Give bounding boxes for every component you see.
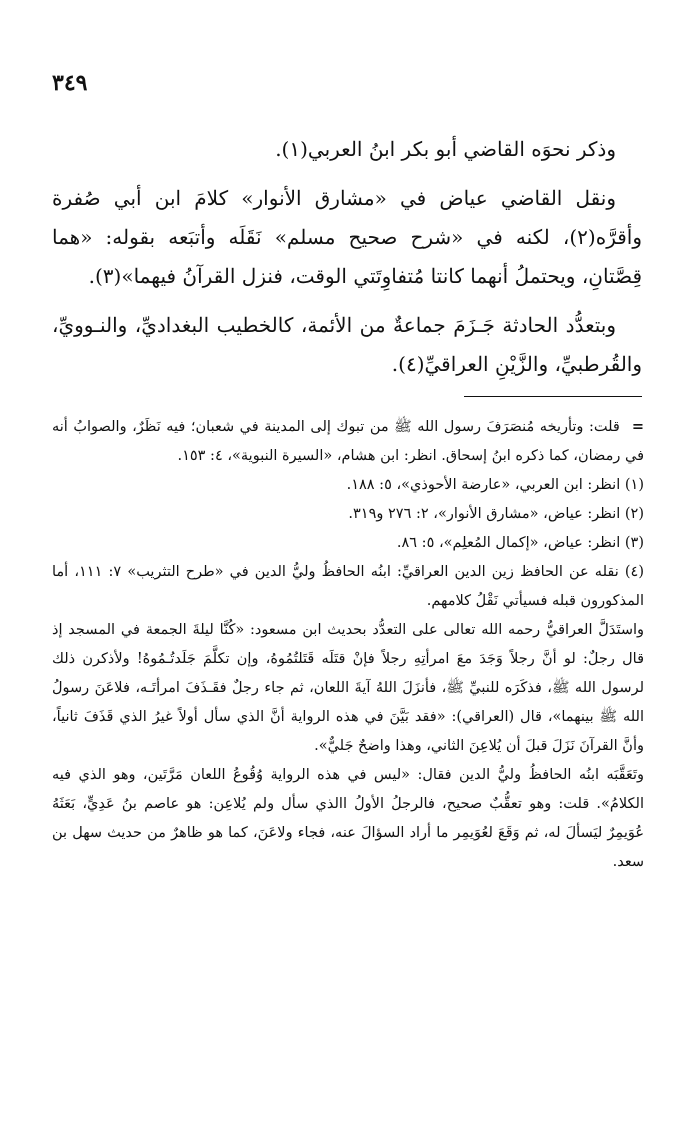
main-paragraph-2: ونقل القاضي عياض في «مشارق الأنوار» كلامَ ابن أبي صُفرة وأقرَّه(٢)، لكنه في «شرح صحيح مسلم» نَقَلَه وأتبَعه بقوله: «هما قِصَّتانِ، ويحتملُ أنهما كانتا مُتفاوِتَتي الوقت، فنزل القرآنُ فيهما»(٣). [52,186,642,288]
footnote-2: (٢) انظر: عياض، «مشارق الأنوار»، ٢: ٢٧٦ و٣١٩. [348,506,644,522]
main-text-body [52,130,642,394]
footnote-4-paragraph-b: وتَعَقَّبَه ابنُه الحافظُ وليُّ الدين فقال: «ليس في هذه الرواية وُقُوعُ اللعان مَرَّتَين، وهو الذي فيه الكلامُ». قلت: وهو تعقُّبٌ صحيح، فالرجلُ الأولُ االذي سأل ولم يُلاعِن: هو عاصم بنُ عَدِيٍّ، بَعَثَهُ عُوَيمِرٌ ليَسألَ له، ثم وَقَعَ لعُوَيمِر ما أراد السؤالَ عنه، فجاء ولاعَنَ، كما هو ظاهرٌ من حديث سهل بن سعد. [52,767,644,870]
continuation-mark: = [631,418,644,435]
footnote-continuation [52,412,644,471]
page-number: ٣٤٩ [52,70,88,96]
main-paragraph-1: وذكر نحوَه القاضي أبو بكر ابنُ العربي(١). [275,137,616,161]
footnotes-section [52,412,644,877]
footnote-4-paragraph-a: واستَدَلَّ العراقيُّ رحمه الله تعالى على التعدُّد بحديث ابن مسعود: «كُنَّا ليلةَ الجمعة في المسجد إذ قال رجلٌ: لو أنَّ رجلاً وَجَدَ معَ امرأتِهِ رجلاً فإنْ قتَلَه قَتَلتُمُوهُ، وإن تكلَّمَ جَلَدتُـمُوهُ! ولأذكرن ذلك لرسول الله ﷺ، فذكَرَه للنبيِّ ﷺ، فأنزَلَ اللهُ آيةَ اللعان، ثم جاء رجلٌ فقَـذَفَ امرأتَـه، فلاعَنَ رسولُ الله ﷺ بينهما»، قال (العراقي): «فقد بَيَّنَ في هذه الرواية أنَّ الذي سأل أولاً غيرُ الذي قَذَفَ ثانياً، وأنَّ القرآنَ نَزَلَ قبلَ أن يُلاعِنَ الثاني، وهذا واضحٌ جَليٌّ». [52,622,644,754]
footnote-divider [464,396,642,397]
footnote-1: (١) انظر: ابن العربي، «عارضة الأحوذي»، ٥: ١٨٨. [346,477,644,493]
footnote-continuation-text: قلت: وتأريخه مُنصَرَفَ رسول الله ﷺ من تبوك إلى المدينة في شعبان؛ فيه نَظَرٌ، والصوابُ أنه في رمضان، كما ذكره ابنُ إسحاق. انظر: ابن هشام، «السيرة النبوية»، ٤: ١٥٣. [52,419,644,464]
footnote-4: (٤) نقله عن الحافظ زين الدين العراقيِّ: ابنُه الحافظُ وليُّ الدين في «طرح التثريب» ٧: ١١١، أما المذكورون قبله فسيأتي نَقْلُ كلامهم. [52,564,644,609]
footnote-3: (٣) انظر: عياض، «إكمال المُعلِم»، ٥: ٨٦. [396,535,644,551]
main-paragraph-3: وبتعدُّد الحادثة جَـزَمَ جماعةٌ من الأئمة، كالخطيب البغداديِّ، والنـوويِّ، والقُرطبيِّ، والزَّيْنِ العراقيِّ(٤). [52,313,642,376]
